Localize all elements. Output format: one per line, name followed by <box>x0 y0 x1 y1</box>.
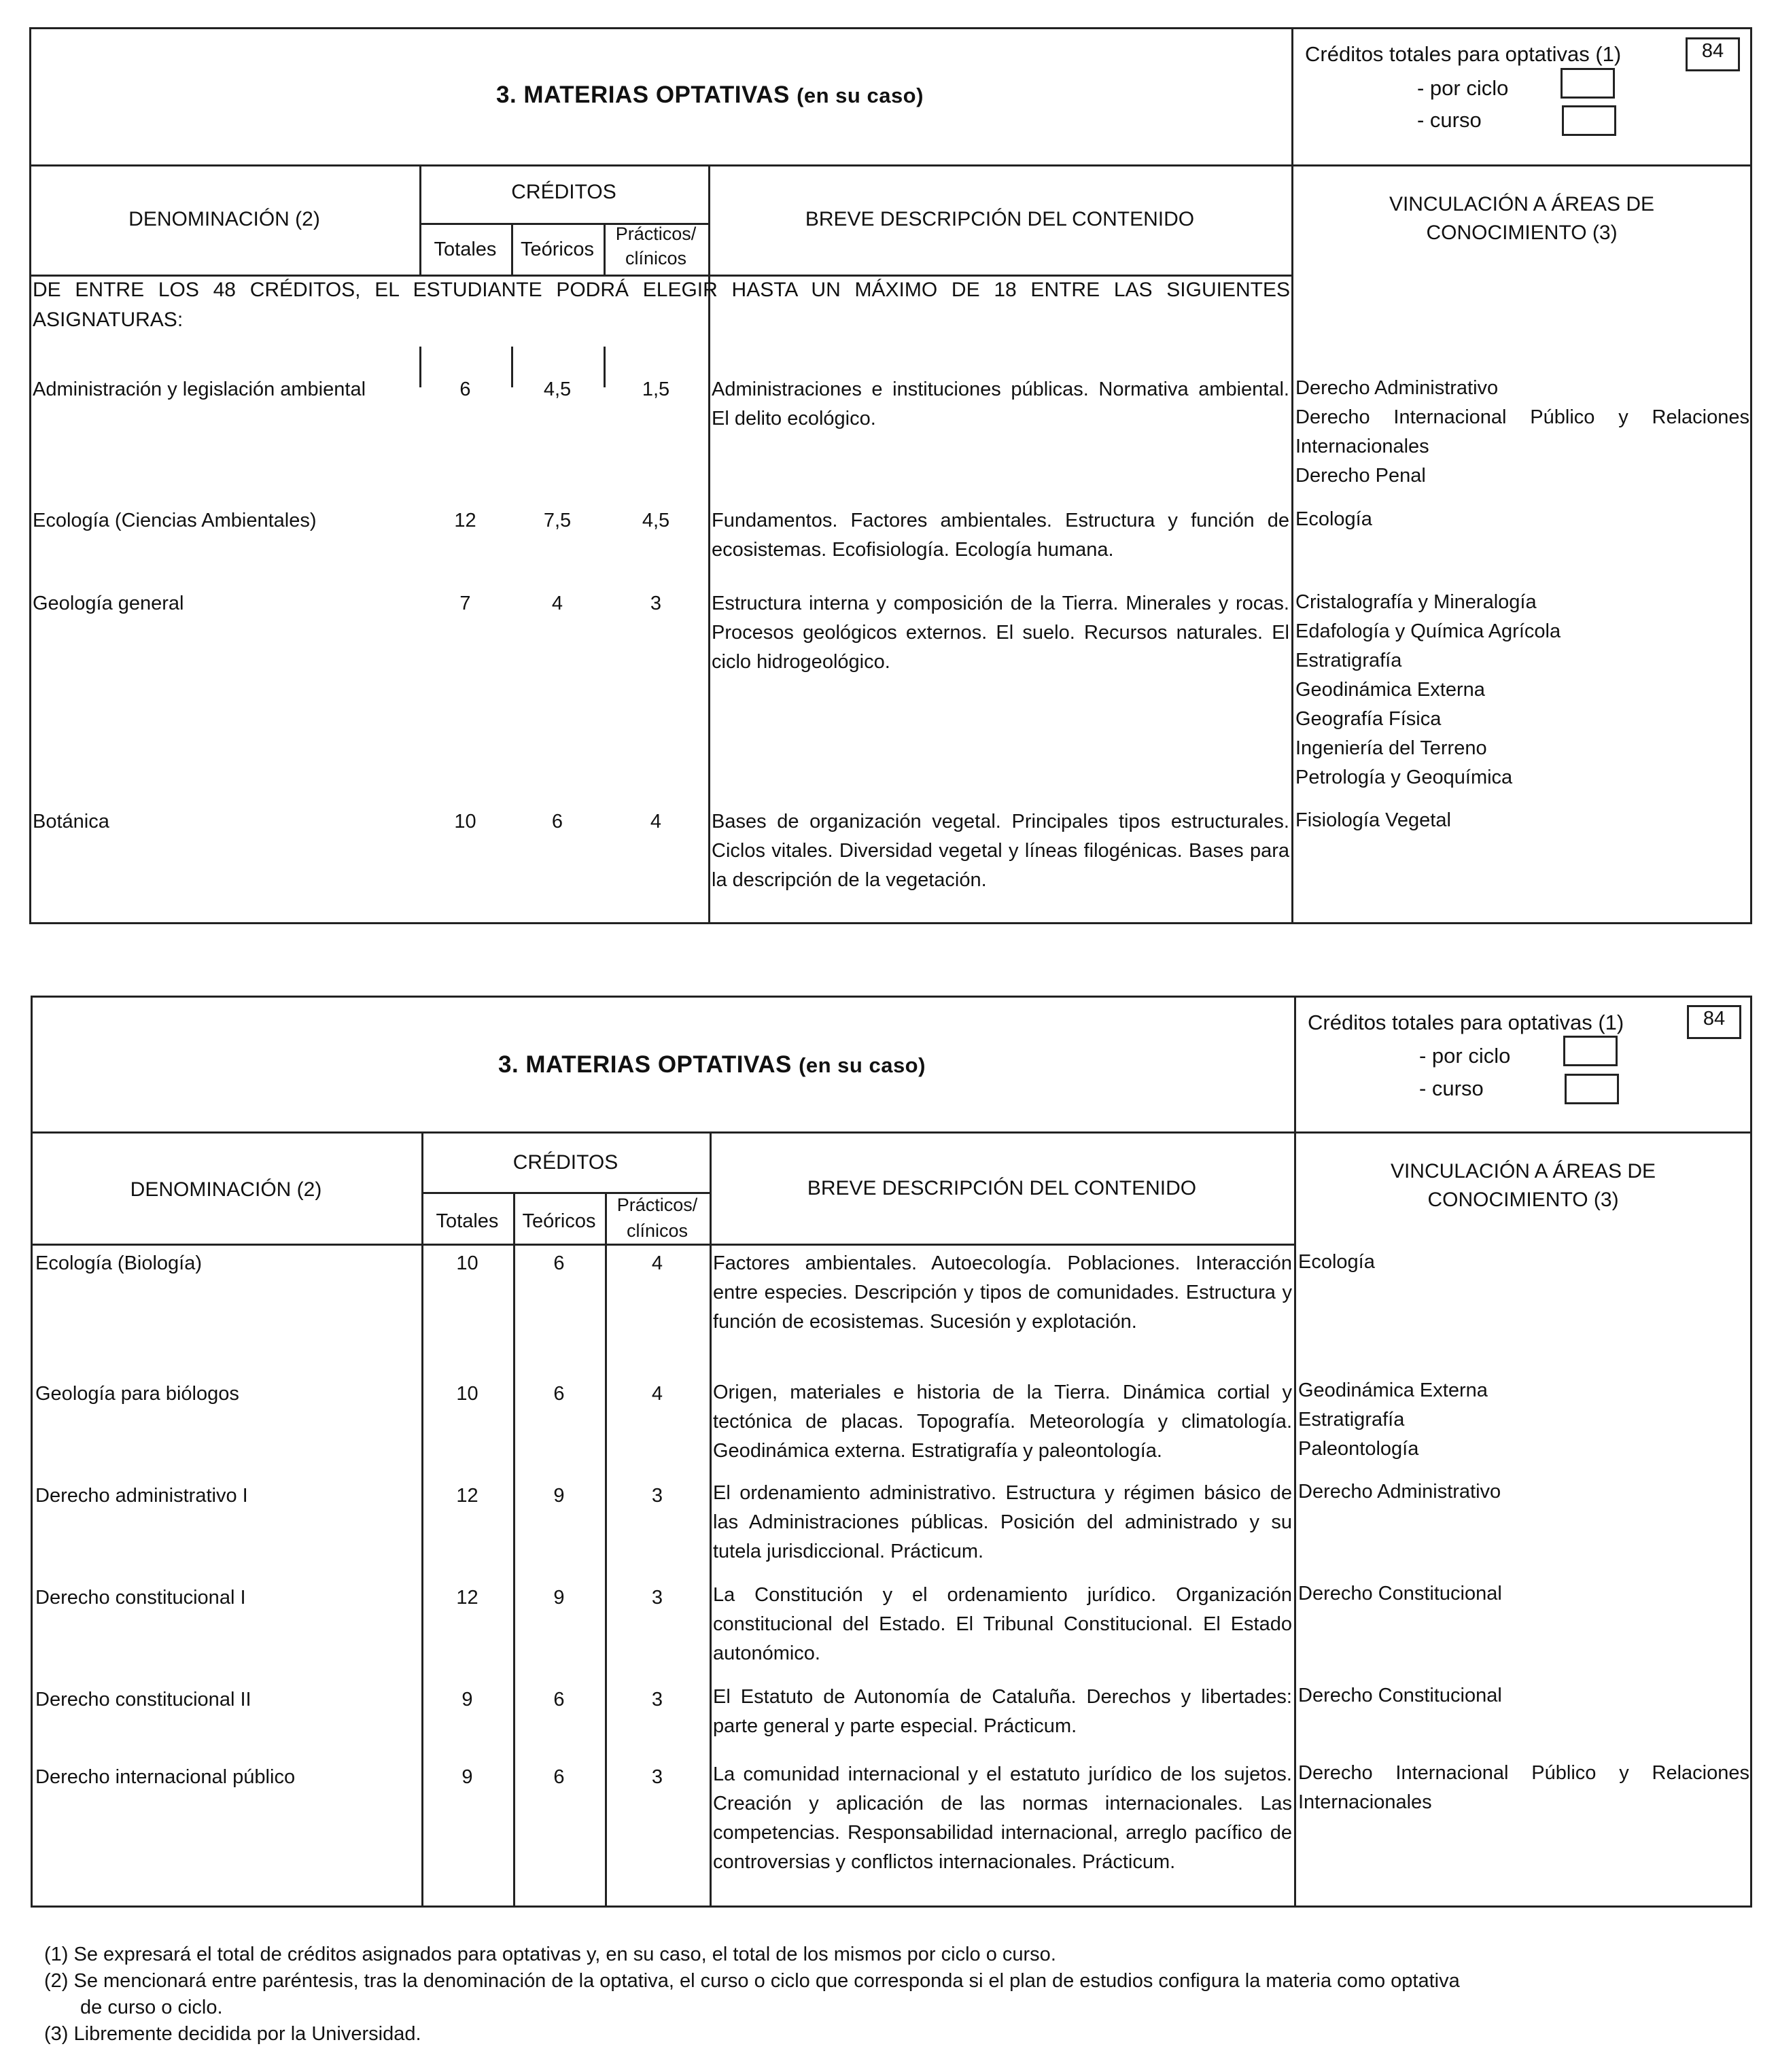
header-totales: Totales <box>434 239 497 260</box>
footnote-2-cont: de curso o ciclo. <box>80 1997 223 2018</box>
header-creditos: CRÉDITOS <box>512 1151 618 1174</box>
header-vinculacion: VINCULACIÓN A ÁREAS DE CONOCIMIENTO (3) <box>1390 1160 1656 1211</box>
credits-totales: 12 <box>454 510 476 531</box>
credits-totales: 9 <box>461 1766 473 1788</box>
knowledge-areas: Derecho Internacional Público y Relaciones Internacionales <box>1298 1762 1749 1813</box>
credits-practicos: 3 <box>650 593 662 614</box>
credits-practicos: 4 <box>651 1383 663 1405</box>
divider <box>513 1192 515 1908</box>
subject-description: Origen, materiales e historia de la Tierra. Dinámica cortial y tectónica de placas. Topografía. Meteorología y climatología. Geodinámica externa. Estratigrafía y paleontología. <box>713 1382 1292 1462</box>
credits-teoricos: 9 <box>553 1485 565 1507</box>
credits-total-value: 84 <box>1687 1005 1741 1039</box>
credits-practicos: 4 <box>650 811 662 832</box>
credits-totales: 12 <box>456 1587 478 1609</box>
subject-description: Administraciones e instituciones públicas. Normativa ambiental. El delito ecológico. <box>712 379 1289 429</box>
por-ciclo-label: - por ciclo <box>1417 76 1509 100</box>
credits-total-label: Créditos totales para optativas (1) <box>1305 42 1622 66</box>
credits-teoricos: 9 <box>553 1587 565 1609</box>
curso-box <box>1562 105 1616 136</box>
subject-name: Geología general <box>33 593 184 614</box>
credits-totales: 6 <box>459 379 471 400</box>
credits-totales: 10 <box>456 1383 478 1405</box>
credits-teoricos: 4 <box>551 593 563 614</box>
subject-description: Estructura interna y composición de la Tierra. Minerales y rocas. Procesos geológicos externos. El suelo. Recursos naturales. El ciclo hidrogeológico. <box>712 593 1289 673</box>
knowledge-areas: Cristalografía y Mineralogía Edafología y Química Agrícola Estratigrafía Geodinámica Externa Geografía Física Ingeniería del Terreno Petrología y Geoquímica <box>1295 591 1561 788</box>
knowledge-areas: Ecología <box>1298 1251 1375 1273</box>
footnote-2: (2) Se mencionará entre paréntesis, tras la denominación de la optativa, el curso o ciclo que corresponda si el plan de estudios configura la materia como optativa <box>44 1970 1460 1992</box>
divider <box>605 1192 607 1908</box>
credits-totales: 10 <box>456 1252 478 1274</box>
credits-practicos: 3 <box>651 1689 663 1710</box>
knowledge-areas: Derecho Constitucional <box>1298 1583 1502 1604</box>
subject-name: Derecho constitucional II <box>35 1689 251 1710</box>
credits-totales: 7 <box>459 593 471 614</box>
header-practicos: Prácticos/ clínicos <box>616 1195 698 1241</box>
header-teoricos: Teóricos <box>521 239 594 260</box>
header-descripcion: BREVE DESCRIPCIÓN DEL CONTENIDO <box>807 1177 1197 1199</box>
credits-teoricos: 6 <box>553 1766 565 1788</box>
credits-total-label: Créditos totales para optativas (1) <box>1308 1011 1624 1034</box>
header-teoricos: Teóricos <box>522 1210 596 1232</box>
credits-totales: 10 <box>454 811 476 832</box>
por-ciclo-label: - por ciclo <box>1419 1044 1511 1068</box>
subject-name: Ecología (Ciencias Ambientales) <box>33 510 317 531</box>
header-vinculacion: VINCULACIÓN A ÁREAS DE CONOCIMIENTO (3) <box>1389 193 1655 244</box>
credits-teoricos: 7,5 <box>543 510 572 531</box>
subject-description: La Constitución y el ordenamiento jurídico. Organización constitucional del Estado. El Tribunal Constitucional. El Estado autonómico. <box>713 1584 1292 1664</box>
knowledge-areas: Derecho Administrativo <box>1298 1481 1501 1503</box>
subject-description: Factores ambientales. Autoecología. Poblaciones. Interacción entre especies. Descripción y tipos de comunidades. Estructura y función de ecosistemas. Sucesión y explotación. <box>713 1252 1292 1333</box>
credits-practicos: 4 <box>651 1252 663 1274</box>
credits-teoricos: 6 <box>553 1383 565 1405</box>
knowledge-areas: Derecho Administrativo Derecho Internacional Público y Relaciones Internacionales Derecho Penal <box>1295 377 1749 487</box>
header-denominacion: DENOMINACIÓN (2) <box>128 208 320 230</box>
subject-name: Ecología (Biología) <box>35 1252 203 1274</box>
credits-practicos: 3 <box>651 1766 663 1788</box>
knowledge-areas: Fisiología Vegetal <box>1295 809 1451 831</box>
subject-name: Geología para biólogos <box>35 1383 239 1405</box>
section-title: 3. MATERIAS OPTATIVAS (en su caso) <box>496 82 924 108</box>
credits-teoricos: 6 <box>553 1689 565 1710</box>
subject-description: El ordenamiento administrativo. Estructura y régimen básico de las Administraciones públicas. Posición del administrado y su tutela jurisdiccional. Prácticum. <box>713 1482 1292 1562</box>
credits-practicos: 3 <box>651 1485 663 1507</box>
curso-label: - curso <box>1417 108 1482 132</box>
divider <box>1291 27 1293 924</box>
credits-totales: 9 <box>461 1689 473 1710</box>
subject-name: Derecho internacional público <box>35 1766 296 1788</box>
section-title: 3. MATERIAS OPTATIVAS (en su caso) <box>498 1051 926 1078</box>
curso-label: - curso <box>1419 1076 1484 1100</box>
divider <box>29 164 1752 166</box>
header-totales: Totales <box>436 1210 499 1232</box>
credits-teoricos: 4,5 <box>543 379 572 400</box>
credits-practicos: 4,5 <box>642 510 670 531</box>
subject-description: El Estatuto de Autonomía de Cataluña. Derechos y libertades: parte general y parte especial. Prácticum. <box>713 1686 1292 1737</box>
subject-name: Derecho constitucional I <box>35 1587 246 1609</box>
elective-note: DE ENTRE LOS 48 CRÉDITOS, EL ESTUDIANTE PODRÁ ELEGIR HASTA UN MÁXIMO DE 18 ENTRE LAS SIGUIENTES <box>33 279 1290 301</box>
divider <box>710 1131 712 1908</box>
knowledge-areas: Derecho Constitucional <box>1298 1685 1502 1706</box>
elective-note-cont: ASIGNATURAS: <box>33 309 184 331</box>
header-denominacion: DENOMINACIÓN (2) <box>130 1178 322 1201</box>
subject-name: Derecho administrativo I <box>35 1485 248 1507</box>
subject-description: La comunidad internacional y el estatuto jurídico de los sujetos. Creación y aplicación de las normas internacionales. Las competencias. Responsabilidad internacional, arreglo pacífico de controversias y conflictos internacionales. Prácticum. <box>713 1763 1292 1873</box>
curso-box <box>1565 1074 1619 1104</box>
subject-name: Botánica <box>33 811 109 832</box>
knowledge-areas: Geodinámica Externa Estratigrafía Paleontología <box>1298 1380 1488 1460</box>
credits-practicos: 3 <box>651 1587 663 1609</box>
footnote-3: (3) Libremente decidida por la Universidad. <box>44 2023 421 2045</box>
credits-totales: 12 <box>456 1485 478 1507</box>
subject-name: Administración y legislación ambiental <box>33 379 366 400</box>
header-creditos: CRÉDITOS <box>511 181 616 203</box>
subject-description: Bases de organización vegetal. Principales tipos estructurales. Ciclos vitales. Diversidad vegetal y líneas filogénicas. Bases para la descripción de la vegetación. <box>712 811 1289 891</box>
divider <box>31 1244 1294 1246</box>
credits-total-value: 84 <box>1686 37 1740 71</box>
knowledge-areas: Ecología <box>1295 508 1372 530</box>
por-ciclo-box <box>1563 1036 1618 1066</box>
credits-practicos: 1,5 <box>642 379 670 400</box>
credits-teoricos: 6 <box>553 1252 565 1274</box>
credits-teoricos: 6 <box>551 811 563 832</box>
footnote-1: (1) Se expresará el total de créditos asignados para optativas y, en su caso, el total de los mismos por ciclo o curso. <box>44 1944 1056 1965</box>
por-ciclo-box <box>1561 68 1615 99</box>
subject-description: Fundamentos. Factores ambientales. Estructura y función de ecosistemas. Ecofisiología. Ecología humana. <box>712 510 1289 561</box>
divider <box>31 1131 1752 1134</box>
header-practicos: Prácticos/ clínicos <box>615 224 697 268</box>
header-descripcion: BREVE DESCRIPCIÓN DEL CONTENIDO <box>805 208 1195 230</box>
